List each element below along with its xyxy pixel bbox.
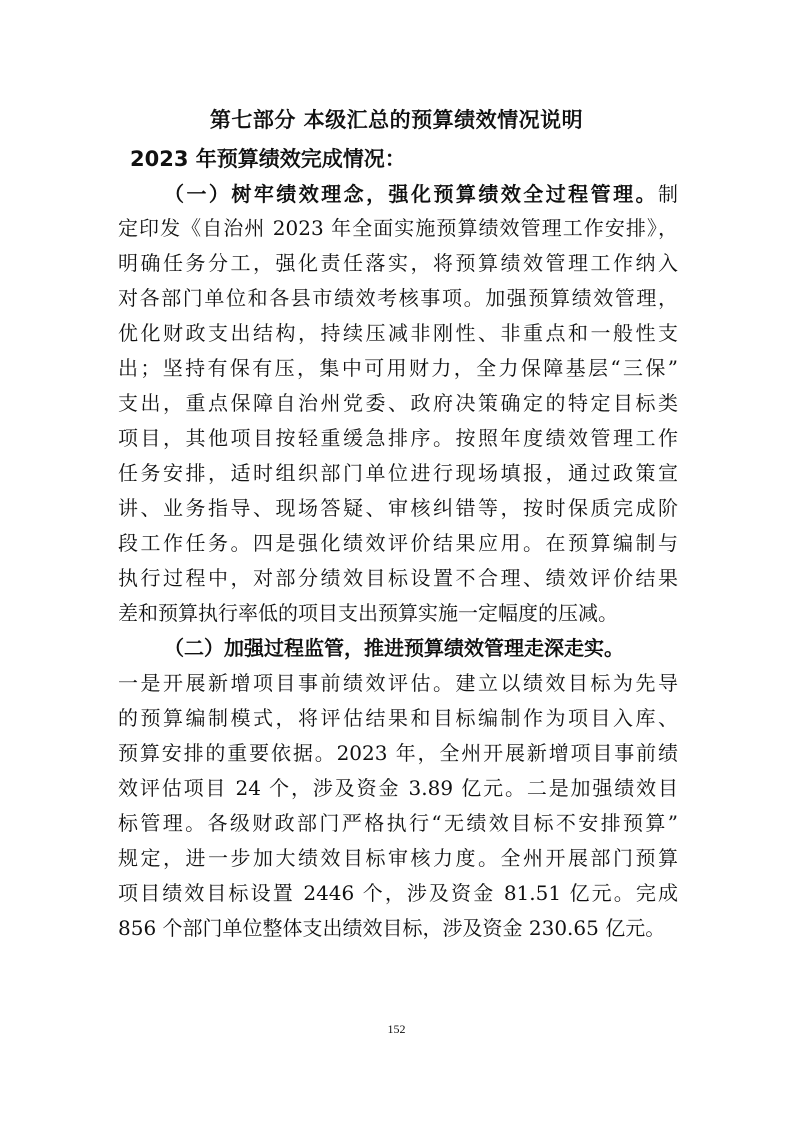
paragraph-line: 一是开展新增项目事前绩效评估。建立以绩效目标为先导 — [118, 671, 678, 695]
paragraph-line: 任务安排，适时组织部门单位进行现场填报，通过政策宣 — [118, 461, 678, 485]
paragraph-line: 制 — [658, 182, 678, 206]
paragraph-line: 出；坚持有保有压，集中可用财力，全力保障基层“三保” — [118, 356, 678, 380]
paragraph2-heading: （二）加强过程监管，推进预算绩效管理走深走实。 — [164, 636, 624, 660]
paragraph-line: 明确任务分工，强化责任落实，将预算绩效管理工作纳入 — [118, 251, 678, 275]
paragraph-line: 对各部门单位和各县市绩效考核事项。加强预算绩效管理， — [118, 286, 678, 310]
paragraph-line: 差和预算执行率低的项目支出预算实施一定幅度的压减。 — [118, 601, 618, 625]
paragraph-line: 执行过程中，对部分绩效目标设置不合理、绩效评价结果 — [118, 566, 678, 590]
paragraph-line: 的预算编制模式，将评估结果和目标编制作为项目入库、 — [118, 706, 678, 730]
paragraph-line: 讲、业务指导、现场答疑、审核纠错等，按时保质完成阶 — [118, 496, 678, 520]
paragraph-line: 856 个部门单位整体支出绩效目标，涉及资金 230.65 亿元。 — [118, 916, 666, 940]
subtitle: 2023 年预算绩效完成情况： — [130, 147, 406, 171]
paragraph1-heading: （一）树牢绩效理念，强化预算绩效全过程管理。 — [164, 182, 658, 206]
paragraph-line: 效评估项目 24 个，涉及资金 3.89 亿元。二是加强绩效目 — [118, 776, 678, 800]
page-number: 152 — [387, 1022, 406, 1036]
section-title: 第七部分 本级汇总的预算绩效情况说明 — [209, 108, 584, 132]
paragraph-line: 定印发《自治州 2023 年全面实施预算绩效管理工作安排》， — [118, 216, 678, 240]
paragraph1-first-line — [164, 179, 678, 209]
paragraph-line: 段工作任务。四是强化绩效评价结果应用。在预算编制与 — [118, 531, 678, 555]
paragraph-line: 项目绩效目标设置 2446 个，涉及资金 81.51 亿元。完成 — [118, 881, 678, 905]
paragraph2-first-line — [164, 633, 678, 663]
paragraph-line: 标管理。各级财政部门严格执行“无绩效目标不安排预算” — [118, 811, 678, 835]
paragraph-line: 支出，重点保障自治州党委、政府决策确定的特定目标类 — [118, 391, 678, 415]
paragraph-line: 项目，其他项目按轻重缓急排序。按照年度绩效管理工作 — [118, 426, 678, 450]
paragraph-line: 规定，进一步加大绩效目标审核力度。全州开展部门预算 — [118, 846, 678, 870]
paragraph-line: 预算安排的重要依据。2023 年，全州开展新增项目事前绩 — [118, 741, 678, 765]
paragraph-line: 优化财政支出结构，持续压减非刚性、非重点和一般性支 — [118, 321, 678, 345]
